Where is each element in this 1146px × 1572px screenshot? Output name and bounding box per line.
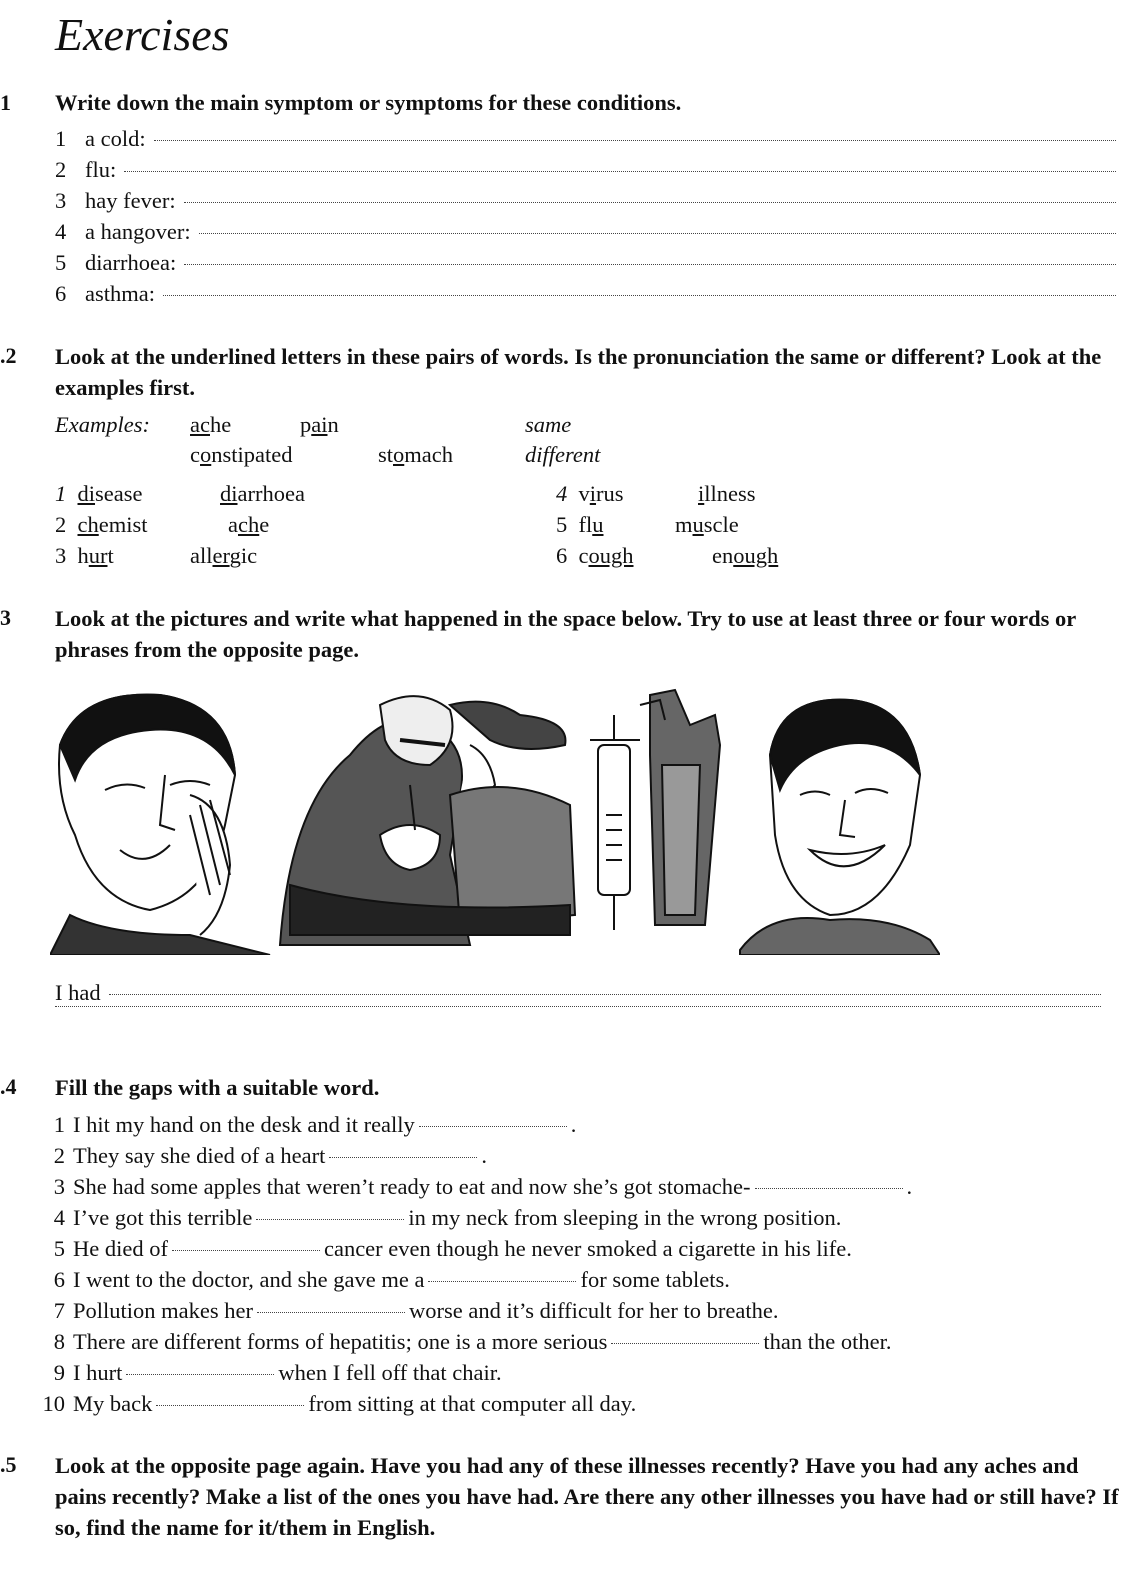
answer-blank[interactable] xyxy=(109,994,1101,995)
sentence-after: . xyxy=(906,1174,913,1199)
exercise-4-item xyxy=(20,1143,487,1169)
pair-6-word2: enough xyxy=(712,543,779,568)
exercise-4-item xyxy=(20,1236,852,1262)
example-b-word2: stomach xyxy=(378,442,453,467)
sentence-before: He died of xyxy=(73,1236,168,1261)
illustration-dentist-story xyxy=(50,685,940,955)
pair-5-word2: muscle xyxy=(675,512,739,537)
example-b-answer: different xyxy=(525,442,601,467)
sentence-before: I hurt xyxy=(73,1360,123,1385)
sentence-before: Pollution makes her xyxy=(73,1298,253,1323)
item-number: 10 xyxy=(42,1391,65,1416)
exercise-4-item xyxy=(20,1267,730,1293)
exercise-4-item xyxy=(20,1298,778,1324)
item-number: 1 xyxy=(55,126,67,151)
item-number: 6 xyxy=(53,1267,65,1292)
smiling-man-illustration xyxy=(740,700,940,955)
pair-1-word2: diarrhoea xyxy=(220,481,305,506)
sentence-after: from sitting at that computer all day. xyxy=(308,1391,637,1416)
gap-blank[interactable] xyxy=(156,1405,304,1406)
exercise-4-item xyxy=(20,1329,892,1355)
answer-blank[interactable] xyxy=(184,202,1116,203)
gap-blank[interactable] xyxy=(172,1250,320,1251)
gap-blank[interactable] xyxy=(256,1219,404,1220)
sentence-before: There are different forms of hepatitis; one is a more serious xyxy=(73,1329,608,1354)
answer-blank[interactable] xyxy=(124,171,1116,172)
sentence-after: than the other. xyxy=(763,1329,892,1354)
exercise-2-instruction: Look at the underlined letters in these pairs of words. Is the pronunciation the same or different? Look at the examples first. xyxy=(55,344,1102,400)
exercise-4-item xyxy=(20,1205,841,1231)
item-label: flu: xyxy=(85,157,117,182)
item-number: 4 xyxy=(55,219,67,244)
example-a-word1: ache xyxy=(190,412,232,437)
exercise-5-number: .5 xyxy=(0,1452,17,1477)
pair-5: 5 flu xyxy=(556,512,604,537)
exercise-1-number: 1 xyxy=(0,90,11,115)
sentence-after: for some tablets. xyxy=(580,1267,730,1292)
pair-4: 4 virus xyxy=(556,481,624,506)
item-number: 9 xyxy=(53,1360,65,1385)
sentence-before: She had some apples that weren’t ready to eat and now she’s got stomache- xyxy=(73,1174,751,1199)
pair-4-word2: illness xyxy=(698,481,756,506)
exercise-1-item xyxy=(55,188,1116,218)
answer-blank[interactable] xyxy=(55,1006,1101,1007)
exercise-4-item xyxy=(20,1112,576,1138)
item-label: diarrhoea: xyxy=(85,250,177,275)
item-number: 3 xyxy=(55,188,67,213)
item-number: 6 xyxy=(55,281,67,306)
example-a-word2: pain xyxy=(300,412,339,437)
answer-blank[interactable] xyxy=(154,140,1116,141)
answer-blank[interactable] xyxy=(163,295,1116,296)
item-number: 1 xyxy=(53,1112,65,1137)
sentence-before: My back xyxy=(73,1391,153,1416)
item-label: a hangover: xyxy=(85,219,191,244)
gap-blank[interactable] xyxy=(428,1281,576,1282)
pair-3: 3 hurt xyxy=(55,543,114,568)
item-number: 7 xyxy=(53,1298,65,1323)
item-number: 8 xyxy=(53,1329,65,1354)
gap-blank[interactable] xyxy=(755,1188,903,1189)
item-number: 5 xyxy=(53,1236,65,1261)
answer-blank[interactable] xyxy=(199,233,1116,234)
item-number: 4 xyxy=(53,1205,65,1230)
sentence-before: I hit my hand on the desk and it really xyxy=(73,1112,415,1137)
item-number: 2 xyxy=(53,1143,65,1168)
gap-blank[interactable] xyxy=(126,1374,274,1375)
pair-2: 2 chemist xyxy=(55,512,148,537)
sentence-after: in my neck from sleeping in the wrong position. xyxy=(408,1205,842,1230)
exercise-3-number: 3 xyxy=(0,605,11,630)
sentence-after: cancer even though he never smoked a cigarette in his life. xyxy=(323,1236,852,1261)
sentence-after: worse and it’s difficult for her to breathe. xyxy=(408,1298,779,1323)
gap-blank[interactable] xyxy=(611,1343,759,1344)
answer-blank[interactable] xyxy=(184,264,1116,265)
sentence-after: when I fell off that chair. xyxy=(278,1360,502,1385)
answer-prompt: I had xyxy=(55,980,101,1005)
example-b-word1: constipated xyxy=(190,442,293,467)
item-label: hay fever: xyxy=(85,188,176,213)
man-with-toothache-illustration xyxy=(50,695,270,955)
page-title: Exercises xyxy=(55,9,230,60)
exercise-3-instruction: Look at the pictures and write what happened in the space below. Try to use at least three or four words or phrases from the opposite page. xyxy=(55,606,1076,662)
exercise-1-item xyxy=(55,126,1116,156)
exercise-1-item xyxy=(55,281,1116,311)
exercise-4-item xyxy=(20,1391,636,1417)
dentist-treating-patient-illustration xyxy=(280,696,575,945)
pair-6: 6 cough xyxy=(556,543,634,568)
sentence-before: They say she died of a heart xyxy=(73,1143,326,1168)
pair-2-word2: ache xyxy=(228,512,270,537)
item-label: asthma: xyxy=(85,281,155,306)
gap-blank[interactable] xyxy=(329,1157,477,1158)
sentence-before: I went to the doctor, and she gave me a xyxy=(73,1267,425,1292)
exercise-4-instruction: Fill the gaps with a suitable word. xyxy=(55,1075,380,1100)
answer-line-2[interactable] xyxy=(55,1011,1101,1041)
syringe-and-drill-illustration xyxy=(590,690,720,930)
exercise-4-item xyxy=(20,1360,502,1386)
exercise-1-instruction: Write down the main symptom or symptoms for these conditions. xyxy=(55,90,682,115)
exercise-1-item xyxy=(55,219,1116,249)
examples-label: Examples: xyxy=(55,412,150,437)
exercise-4-number: .4 xyxy=(0,1074,17,1099)
gap-blank[interactable] xyxy=(257,1312,405,1313)
sentence-before: I’ve got this terrible xyxy=(73,1205,253,1230)
exercise-1-item xyxy=(55,157,1116,187)
pair-1: 1 disease xyxy=(55,481,143,506)
item-number: 3 xyxy=(53,1174,65,1199)
sentence-after: . xyxy=(570,1112,577,1137)
exercise-1-item xyxy=(55,250,1116,280)
exercise-2-number: .2 xyxy=(0,343,17,368)
example-a-answer: same xyxy=(525,412,572,437)
gap-blank[interactable] xyxy=(419,1126,567,1127)
sentence-after: . xyxy=(481,1143,488,1168)
exercise-5-instruction: Look at the opposite page again. Have you had any of these illnesses recently? Have you had any aches and pains recently? Make a list of the ones you have had. Are there any other illnesses you have had or still have? If so, find the name for it/them in English. xyxy=(55,1453,1119,1540)
item-label: a cold: xyxy=(85,126,146,151)
pair-3-word2: allergic xyxy=(190,543,258,568)
item-number: 5 xyxy=(55,250,67,275)
exercise-4-item xyxy=(20,1174,912,1200)
item-number: 2 xyxy=(55,157,67,182)
